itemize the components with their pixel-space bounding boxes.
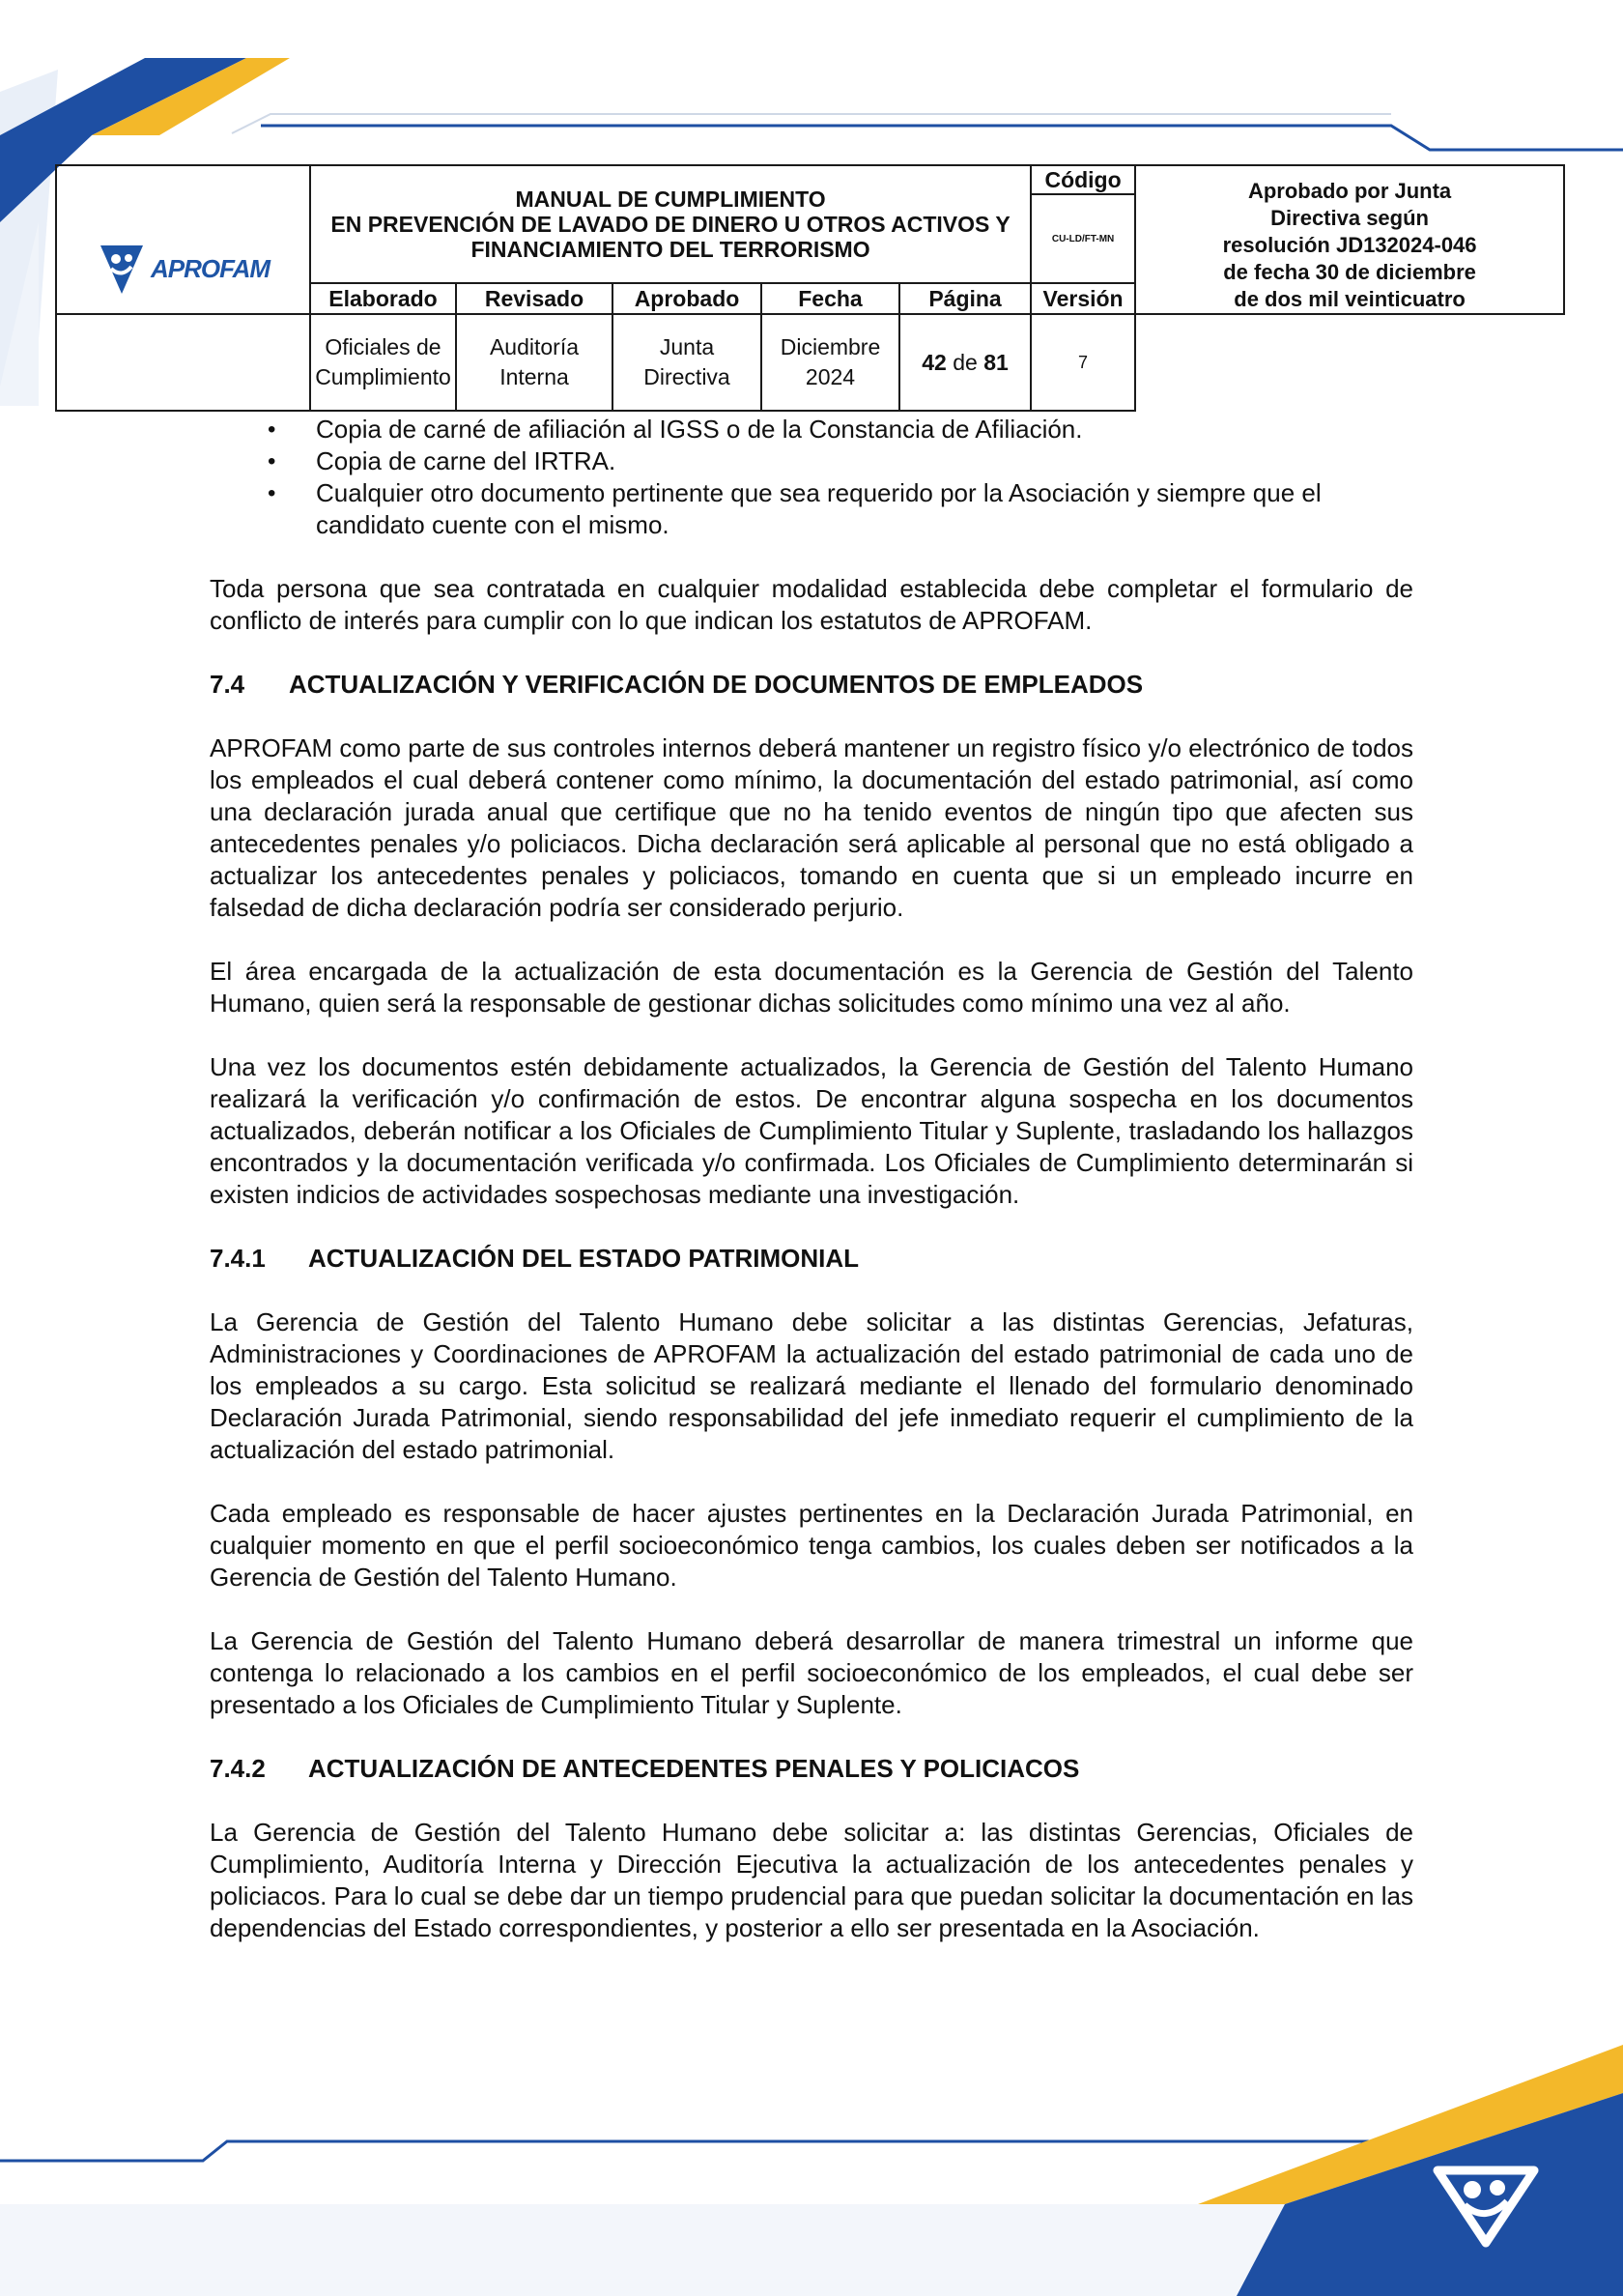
approval-line-4: de fecha 30 de diciembre [1223, 260, 1476, 284]
paragraph: La Gerencia de Gestión del Talento Humano deberá desarrollar de manera trimestral un informe que contenga lo relacionado a los cambios en el perfil socioeconómico de los empleados, el cual debe ser presentado a los Oficiales de Cumplimiento Titular y Suplente. [210, 1626, 1413, 1719]
aprofam-logo-icon [97, 240, 147, 298]
title-line-1: MANUAL DE CUMPLIMIENTO [515, 187, 826, 212]
title-line-3: FINANCIAMIENTO DEL TERRORISMO [470, 237, 870, 262]
paragraph: Cada empleado es responsable de hacer ajustes pertinentes en la Declaración Jurada Patrimonial, en cualquier momento en que el perfil socioeconómico tenga cambios, los cuales deben ser notificados a la Gerencia de Gestión del Talento Humano. [210, 1499, 1413, 1592]
elaborado-value [310, 314, 456, 411]
section-title: ACTUALIZACIÓN DEL ESTADO PATRIMONIAL [308, 1244, 860, 1273]
col-header-elaborado: Elaborado [310, 283, 456, 314]
approval-line-5: de dos mil veinticuatro [1234, 287, 1466, 311]
document-title [310, 165, 1031, 283]
document-body [210, 414, 1413, 1976]
fecha-line-2: 2024 [805, 364, 856, 389]
paragraph-conflict-of-interest: Toda persona que sea contratada en cualquier modalidad establecida debe completar el formulario de conflicto de interés para cumplir con lo que indican los estatutos de APROFAM. [210, 574, 1413, 635]
paragraph: APROFAM como parte de sus controles internos deberá mantener un registro físico y/o electrónico de todos los empleados el cual deberá contener como mínimo, la documentación del estado patrimonial, así como una declaración jurada anual que certifique que no ha tenido eventos de ningún tipo que afecten sus antecedentes penales y/o policiacos. Dicha declaración será aplicable al personal que no está obligado a actualizar los antecedentes penales y policiacos, tomando en cuenta que si un empleado incurre en falsedad de dicha declaración podría ser considerado perjurio. [210, 733, 1413, 922]
title-line-2: EN PREVENCIÓN DE LAVADO DE DINERO U OTROS ACTIVOS Y [330, 212, 1011, 237]
aprobado-value [612, 314, 761, 411]
col-header-pagina: Página [899, 283, 1031, 314]
section-7-4-2-heading [210, 1753, 1413, 1785]
logo-cell-lower [56, 314, 310, 411]
section-title: ACTUALIZACIÓN Y VERIFICACIÓN DE DOCUMENTOS DE EMPLEADOS [289, 670, 1144, 699]
approval-line-1: Aprobado por Junta [1247, 179, 1452, 203]
revisado-value [456, 314, 612, 411]
col-header-version: Versión [1031, 283, 1135, 314]
logo-cell [56, 165, 310, 314]
page-of: de [953, 349, 978, 375]
section-7-4-heading [210, 669, 1413, 701]
code-label: Código [1031, 165, 1135, 194]
aprobado-line-2: Directiva [643, 364, 730, 389]
paragraph: La Gerencia de Gestión del Talento Humano debe solicitar a las distintas Gerencias, Jefaturas, Administraciones y Coordinaciones de APROFAM la actualización del estado patrimonial de cada uno de los empleados a su cargo. Esta solicitud se realizará mediante el llenado del formulario denominado Declaración Jurada Patrimonial, siendo responsabilidad del jefe inmediato requerir el cumplimiento de la actualización del estado patrimonial. [210, 1307, 1413, 1464]
aprofam-logo-text: APROFAM [151, 253, 270, 283]
page-number [899, 314, 1031, 411]
list-item: • Copia de carné de afiliación al IGSS o de la Constancia de Afiliación. [316, 414, 1413, 445]
aprofam-emblem-icon [1438, 2170, 1534, 2243]
approval-line-2: Directiva según [1270, 206, 1429, 230]
col-header-fecha: Fecha [761, 283, 899, 314]
approval-cell [1135, 165, 1564, 314]
col-header-aprobado: Aprobado [612, 283, 761, 314]
document-header-table [55, 164, 1565, 412]
list-item: • Cualquier otro documento pertinente que sea requerido por la Asociación y siempre que el candidato cuente con el mismo. [316, 477, 1413, 541]
section-number: 7.4 [210, 670, 245, 699]
page-total: 81 [983, 349, 1009, 375]
code-value: CU-LD/FT-MN [1031, 194, 1135, 283]
approval-line-3: resolución JD132024-046 [1222, 233, 1477, 257]
aprobado-line-1: Junta [659, 334, 715, 359]
paragraph: El área encargada de la actualización de esta documentación es la Gerencia de Gestión del Talento Humano, quien será la responsable de gestionar dichas solicitudes como mínimo una vez al año. [210, 957, 1413, 1018]
paragraph: La Gerencia de Gestión del Talento Humano debe solicitar a: las distintas Gerencias, Oficiales de Cumplimiento, Auditoría Interna y Dirección Ejecutiva la actualización de los antecedentes penales y policiacos. Para lo cual se debe dar un tiempo prudencial para que puedan solicitar la documentación en las dependencias del Estado correspondientes, y posterior a ello ser presentada en la Asociación. [210, 1818, 1413, 1942]
section-number: 7.4.2 [210, 1754, 266, 1783]
revisado-line-2: Interna [499, 364, 569, 389]
required-documents-list [210, 414, 1413, 541]
list-item: • Copia de carne del IRTRA. [316, 445, 1413, 477]
fecha-line-1: Diciembre [780, 334, 881, 359]
section-number: 7.4.1 [210, 1244, 266, 1273]
elaborado-line-2: Cumplimiento [315, 364, 451, 389]
aprofam-logo [57, 240, 309, 298]
elaborado-line-1: Oficiales de [325, 334, 441, 359]
page-current: 42 [922, 349, 947, 375]
section-title: ACTUALIZACIÓN DE ANTECEDENTES PENALES Y POLICIACOS [308, 1754, 1080, 1783]
section-7-4-1-heading [210, 1243, 1413, 1275]
fecha-value [761, 314, 899, 411]
col-header-revisado: Revisado [456, 283, 612, 314]
revisado-line-1: Auditoría [489, 334, 580, 359]
version-value: 7 [1031, 314, 1135, 411]
paragraph: Una vez los documentos estén debidamente actualizados, la Gerencia de Gestión del Talento Humano realizará la verificación y/o confirmación de estos. De encontrar alguna sospecha en los documentos actualizados, deberán notificar a los Oficiales de Cumplimiento Titular y Suplente, trasladando los hallazgos encontrados y la documentación verificada y/o confirmada. Los Oficiales de Cumplimiento determinarán si existen indicios de actividades sospechosas mediante una investigación. [210, 1052, 1413, 1209]
footer-decoration [0, 2025, 1623, 2296]
